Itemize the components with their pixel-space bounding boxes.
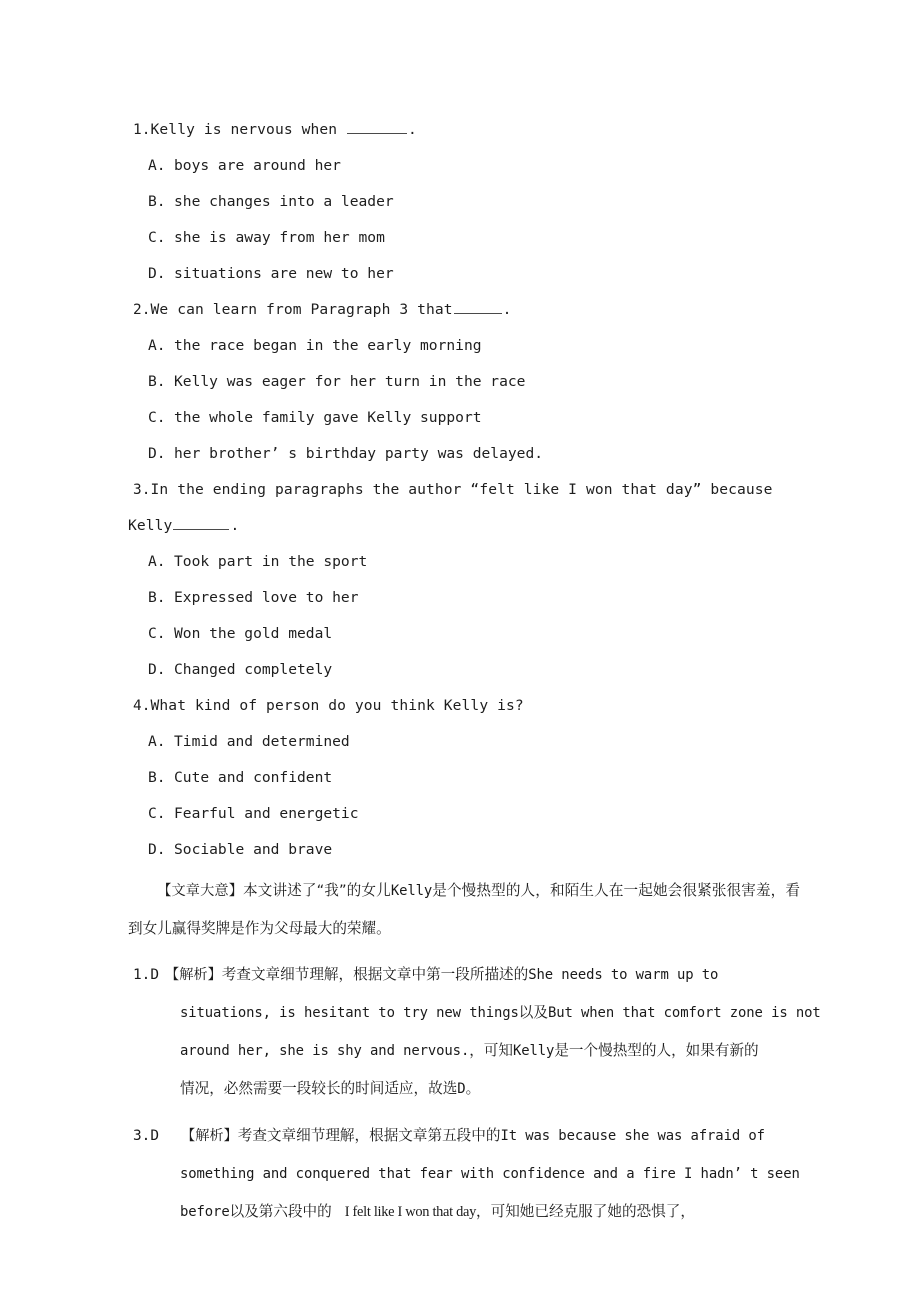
analysis-item-1-en-1: She needs to warm up to [528,967,719,983]
question-2-stem-end: . [502,301,512,318]
question-3-blank[interactable] [173,517,229,530]
analysis-item-1-cn-1: 考查文章细节理解，根据文章中第一段所描述的 [221,966,529,983]
gist-text-line2: 张很害羞，看到女儿赢得奖牌是作为父母最大的荣耀。 [128,882,800,937]
question-1 [128,112,808,292]
question-3-stem-text: In the ending paragraphs the author “felt like I won that day” because [150,481,773,498]
option-text: boys are around her [174,157,341,174]
question-2-stem-text: We can learn from Paragraph 3 that [150,301,453,318]
question-4-stem-text: What kind of person do you think Kelly is? [150,697,524,714]
analysis-item-3-cn-1: 考查文章细节理解，根据文章第五段中的 [237,1127,501,1144]
question-4-option-d[interactable] [148,832,808,868]
question-4-stem [133,688,808,724]
question-3-option-d[interactable] [148,652,808,688]
analysis-item-3-cn-3b: ，可知她已经克服了她的恐惧了， [476,1203,695,1220]
question-1-option-c[interactable] [148,220,808,256]
question-2-option-c[interactable] [148,400,808,436]
question-1-option-d[interactable] [148,256,808,292]
analysis-item-3-line-2 [180,1155,800,1193]
option-label: B. [148,373,166,390]
gist-tag: 【文章大意】 [157,883,244,899]
analysis-item-1-cn-4a: 情况，必然需要一段较长的时间适应，故选 [180,1080,458,1097]
analysis-item-1-cn-4b: 。 [465,1080,481,1097]
question-1-stem-end: . [408,121,417,138]
analysis-item-3-cn-3a: 以及第六段中的 [229,1203,332,1220]
question-3-stem-continuation-line [128,508,805,544]
option-label: B. [148,589,166,606]
option-text: Won the gold medal [174,625,333,642]
option-text: the race began in the early morning [174,337,482,354]
analysis-item-3-en-3b: I felt like I won that day [344,1204,477,1220]
analysis-item-1-line-4 [180,1070,800,1108]
option-text: her brother’ s birthday party was delayed. [174,445,544,462]
gist-text-a: 本文讲述了“我”的女儿 [243,882,391,899]
option-label: B. [148,193,166,210]
gist-text-b: 是个慢热型的人，和陌生人在一起她会很紧 [432,882,712,899]
option-text: she is away from her mom [174,229,385,246]
question-2-option-b[interactable] [148,364,808,400]
analysis-item-1-line-3 [180,1032,800,1070]
option-text: situations are new to her [174,265,394,282]
analysis-section [128,872,821,1231]
analysis-item-3 [128,1117,800,1231]
analysis-item-1-tag: 【解析】 [165,967,222,983]
analysis-item-1-en-2b: But when that comfort zone is not [547,1005,821,1021]
gist-name-kelly: Kelly [390,883,433,899]
option-label: C. [148,229,166,246]
analysis-item-3-en-2: something and conquered that fear with confidence and a fire I hadn’ t seen [180,1166,800,1182]
question-1-stem-text: Kelly is nervous when [150,121,347,138]
option-label: D. [148,445,166,462]
questions-section [128,112,808,868]
analysis-item-3-key: 3.D [133,1128,159,1144]
analysis-item-3-en-1: It was because she was afraid of [500,1128,765,1144]
question-3-stem-end: . [230,517,240,534]
analysis-item-1-en-3b: Kelly [513,1043,555,1059]
analysis-item-1-en-3a: around her, she is shy and nervous. [180,1043,470,1059]
analysis-item-1-cn-3a: ，可知 [469,1042,513,1059]
analysis-item-1-line-2 [180,994,821,1032]
option-text: Expressed love to her [174,589,359,606]
question-1-blank[interactable] [347,121,407,134]
question-2-blank[interactable] [454,301,502,314]
option-label: C. [148,625,166,642]
analysis-item-1 [128,956,821,1108]
analysis-item-1-en-2a: situations, is hesitant to try new things [180,1005,519,1021]
analysis-item-3-line-1 [133,1117,800,1155]
option-label: A. [148,733,166,750]
question-3 [128,472,808,688]
option-text: Cute and confident [174,769,333,786]
analysis-item-1-cn-2: 以及 [518,1004,548,1021]
question-3-option-b[interactable] [148,580,808,616]
question-2-option-a[interactable] [148,328,808,364]
option-label: A. [148,337,166,354]
question-3-option-c[interactable] [148,616,808,652]
option-text: Kelly was eager for her turn in the race [174,373,526,390]
question-4-number: 4. [133,698,151,714]
option-label: D. [148,661,166,678]
option-label: B. [148,769,166,786]
analysis-item-3-en-3a: before [180,1204,230,1220]
question-2-number: 2. [133,302,151,318]
question-2 [128,292,808,472]
question-1-stem [133,112,808,148]
analysis-item-3-tag: 【解析】 [181,1128,238,1144]
question-4-option-a[interactable] [148,724,808,760]
question-4 [128,688,808,868]
option-label: A. [148,157,166,174]
question-3-stem [128,472,805,544]
option-label: C. [148,805,166,822]
option-text: Timid and determined [174,733,350,750]
option-label: D. [148,841,166,858]
option-text: the whole family gave Kelly support [174,409,482,426]
question-3-stem-continuation: Kelly [128,517,173,534]
analysis-item-1-answer: D [457,1081,466,1097]
analysis-item-1-cn-3b: 是一个慢热型的人，如果有新的 [554,1042,759,1059]
analysis-item-1-line-1 [133,956,800,994]
option-text: she changes into a leader [174,193,394,210]
article-gist [128,872,800,947]
question-1-option-a[interactable] [148,148,808,184]
option-label: D. [148,265,166,282]
analysis-item-1-key: 1.D [133,967,159,983]
question-2-stem [133,292,808,328]
option-text: Took part in the sport [174,553,368,570]
analysis-item-3-line-3 [180,1193,800,1231]
question-1-option-b[interactable] [148,184,808,220]
question-3-number: 3. [133,482,151,498]
option-text: Fearful and energetic [174,805,359,822]
question-4-option-c[interactable] [148,796,808,832]
question-4-option-b[interactable] [148,760,808,796]
option-label: A. [148,553,166,570]
option-text: Sociable and brave [174,841,333,858]
question-1-number: 1. [133,122,151,138]
option-label: C. [148,409,166,426]
question-2-option-d[interactable] [148,436,808,472]
question-3-option-a[interactable] [148,544,808,580]
option-text: Changed completely [174,661,333,678]
